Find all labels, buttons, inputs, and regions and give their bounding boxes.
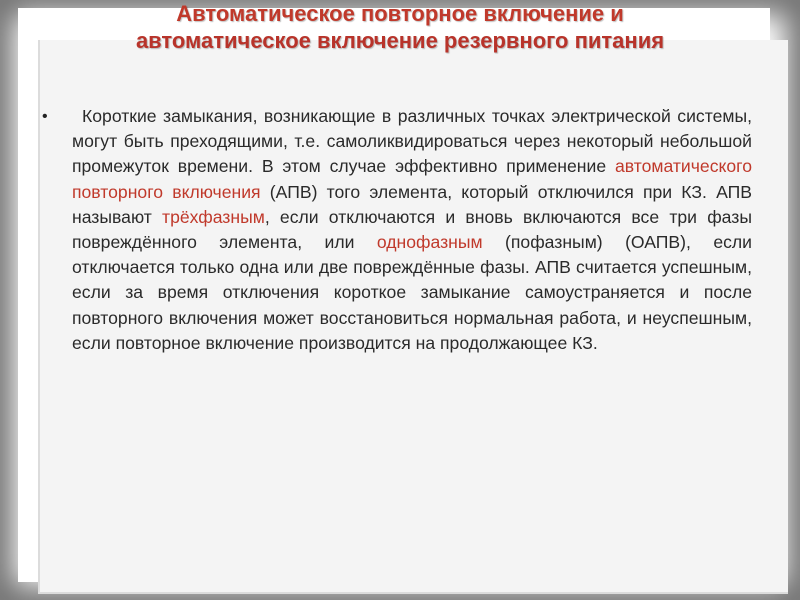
highlight-three-phase: трёхфазным xyxy=(162,206,265,227)
bullet-icon: • xyxy=(42,108,48,125)
slide-title xyxy=(30,0,770,54)
title-line-1: Автоматическое повторное включение и xyxy=(176,1,624,26)
highlight-apv: автоматического повторного включения xyxy=(72,156,752,202)
paragraph-text-4: (пофазным) (ОАПВ), если отключается только одна или две повреждённые фазы. АПВ считается успешным, если за время отключения короткое замыкание самоустраняется и после повторного включения может восстановиться нормальная работа, и неуспешным, если повторное включение производится на продолжающее КЗ. xyxy=(72,232,752,353)
highlight-single-phase: однофазным xyxy=(376,232,483,253)
paragraph-text-3: , если отключаются и вновь включаются все три фазы повреждённого элемента, или xyxy=(72,206,752,253)
title-line-2: автоматическое включение резервного питания xyxy=(135,28,665,53)
body-paragraph xyxy=(72,104,752,356)
paragraph-text-1: Короткие замыкания, возникающие в различных точках электрической системы, могут быть преходящими, т.е. самоликвидироваться через некоторый небольшой промежуток времени. В этом случае эффективно применение xyxy=(72,106,752,177)
paragraph-text-2: (АПВ) того элемента, который отключился при КЗ. АПВ называют xyxy=(72,181,752,227)
